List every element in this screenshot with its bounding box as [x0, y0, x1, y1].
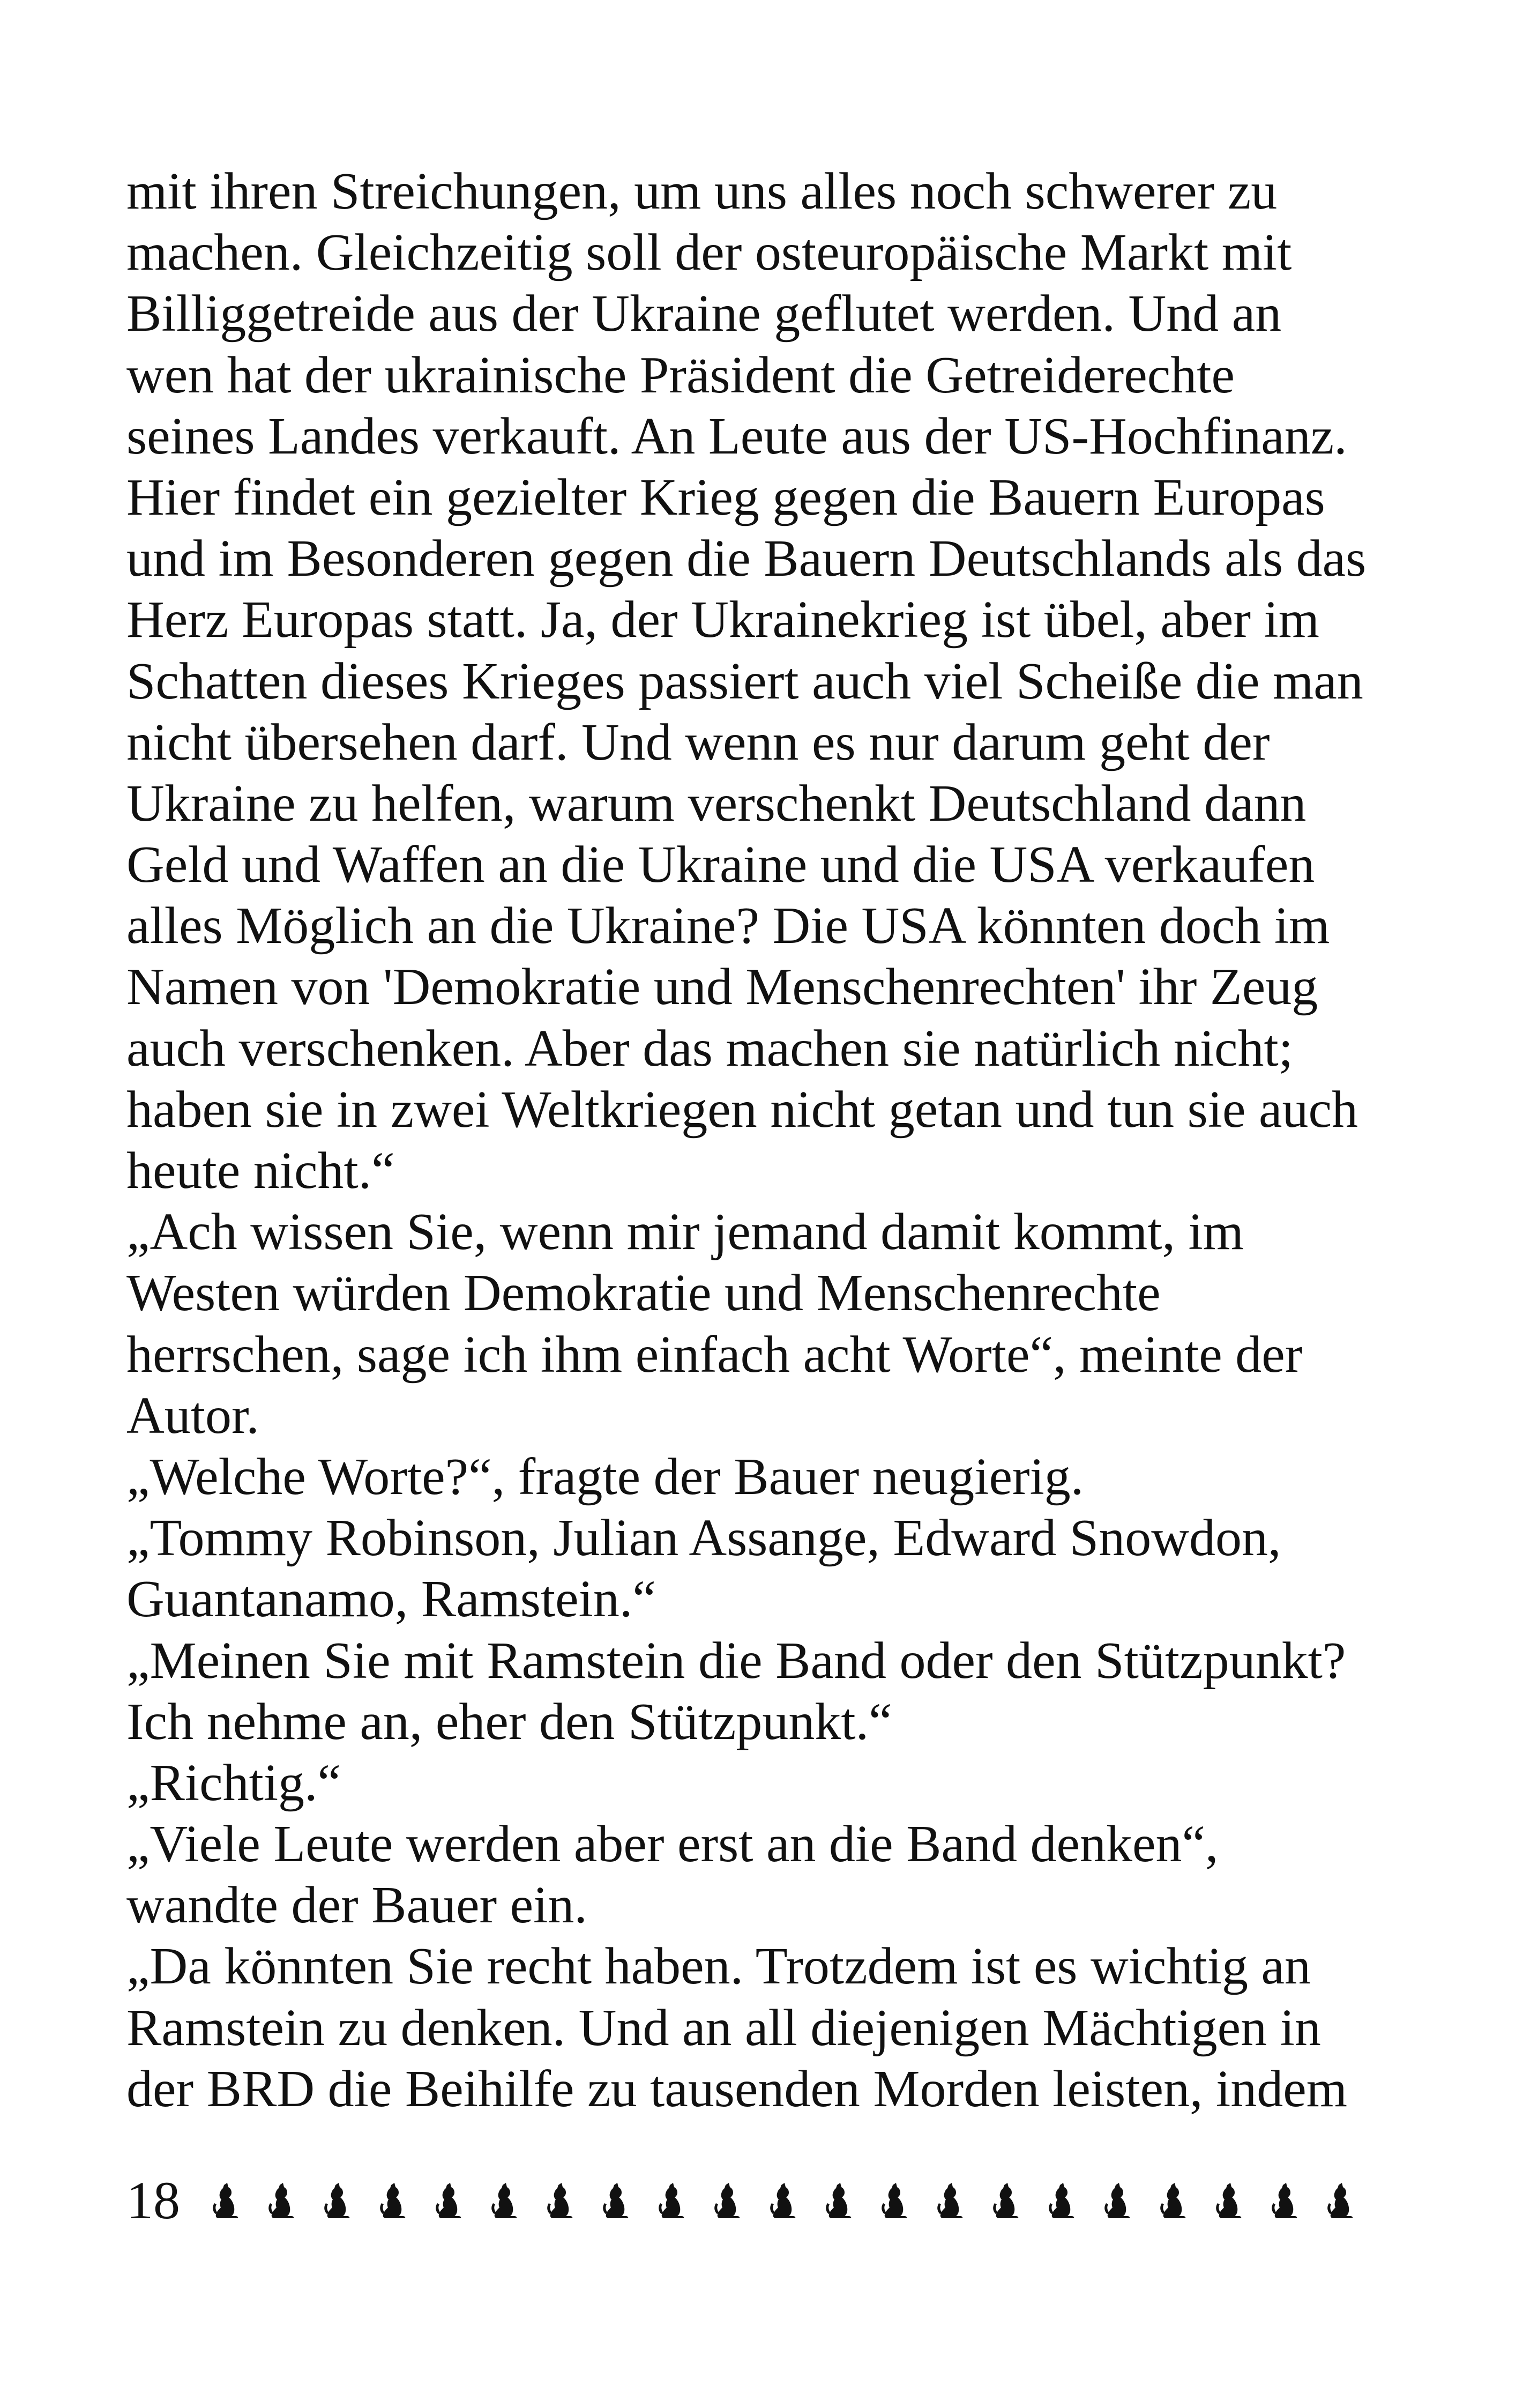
- ornament-row: [208, 2182, 1378, 2219]
- body-text: [126, 161, 1413, 2120]
- text-line: „Meinen Sie mit Ramstein die Band oder den Stützpunkt?: [126, 1631, 1346, 1690]
- text-line: Autor.: [126, 1386, 259, 1445]
- cat-silhouette-icon: [1323, 2182, 1378, 2219]
- cat-silhouette-icon: [654, 2182, 710, 2219]
- text-line: Herz Europas statt. Ja, der Ukrainekrieg ist übel, aber im: [126, 591, 1320, 649]
- cat-silhouette-icon: [1155, 2182, 1211, 2219]
- cat-silhouette-icon: [319, 2182, 375, 2219]
- text-line: machen. Gleichzeitig soll der osteuropäische Markt mit: [126, 224, 1292, 282]
- cat-silhouette-icon: [264, 2182, 319, 2219]
- page-number: 18: [126, 2171, 180, 2230]
- text-line: der BRD die Beihilfe zu tausenden Morden leisten, indem: [126, 2060, 1347, 2118]
- cat-silhouette-icon: [988, 2182, 1044, 2219]
- text-line: Billiggetreide aus der Ukraine geflutet werden. Und an: [126, 285, 1282, 343]
- page-footer: [126, 2166, 1378, 2235]
- cat-silhouette-icon: [877, 2182, 932, 2219]
- cat-silhouette-icon: [598, 2182, 654, 2219]
- text-line: seines Landes verkauft. An Leute aus der US-Hochfinanz.: [126, 407, 1347, 465]
- text-line: mit ihren Streichungen, um uns alles noch schwerer zu: [126, 162, 1278, 220]
- text-line: Ramstein zu denken. Und an all diejenigen Mächtigen in: [126, 1998, 1321, 2057]
- text-line: wen hat der ukrainische Präsident die Getreiderechte: [126, 346, 1235, 404]
- cat-silhouette-icon: [1211, 2182, 1267, 2219]
- text-line: „Da könnten Sie recht haben. Trotzdem ist es wichtig an: [126, 1937, 1311, 1996]
- text-line: herrschen, sage ich ihm einfach acht Worte“, meinte der: [126, 1325, 1303, 1384]
- text-line: Guantanamo, Ramstein.“: [126, 1570, 656, 1629]
- text-line: alles Möglich an die Ukraine? Die USA könnten doch im: [126, 897, 1330, 955]
- text-line: Schatten dieses Krieges passiert auch viel Scheiße die man: [126, 652, 1363, 710]
- cat-silhouette-icon: [710, 2182, 765, 2219]
- cat-silhouette-icon: [765, 2182, 821, 2219]
- cat-silhouette-icon: [487, 2182, 542, 2219]
- cat-silhouette-icon: [1044, 2182, 1100, 2219]
- text-line: haben sie in zwei Weltkriegen nicht getan und tun sie auch: [126, 1080, 1358, 1139]
- cat-silhouette-icon: [431, 2182, 487, 2219]
- text-line: Geld und Waffen an die Ukraine und die USA verkaufen: [126, 836, 1315, 894]
- text-line: heute nicht.“: [126, 1142, 395, 1200]
- text-line: Westen würden Demokratie und Menschenrechte: [126, 1264, 1161, 1322]
- text-line: nicht übersehen darf. Und wenn es nur darum geht der: [126, 713, 1270, 771]
- cat-silhouette-icon: [932, 2182, 988, 2219]
- text-line: „Richtig.“: [126, 1753, 341, 1812]
- text-line: Namen von 'Demokratie und Menschenrechten' ihr Zeug: [126, 958, 1318, 1016]
- text-line: Ich nehme an, eher den Stützpunkt.“: [126, 1692, 892, 1751]
- text-line: „Ach wissen Sie, wenn mir jemand damit kommt, im: [126, 1203, 1244, 1261]
- text-line: Ukraine zu helfen, warum verschenkt Deutschland dann: [126, 774, 1307, 833]
- cat-silhouette-icon: [821, 2182, 877, 2219]
- text-line: „Welche Worte?“, fragte der Bauer neugierig.: [126, 1447, 1084, 1506]
- cat-silhouette-icon: [542, 2182, 598, 2219]
- text-line: auch verschenken. Aber das machen sie natürlich nicht;: [126, 1019, 1293, 1077]
- cat-silhouette-icon: [375, 2182, 431, 2219]
- cat-silhouette-icon: [1267, 2182, 1323, 2219]
- text-line: wandte der Bauer ein.: [126, 1876, 587, 1935]
- cat-silhouette-icon: [1100, 2182, 1155, 2219]
- text-line: Hier findet ein gezielter Krieg gegen die Bauern Europas: [126, 468, 1325, 526]
- text-line: „Tommy Robinson, Julian Assange, Edward Snowdon,: [126, 1509, 1281, 1567]
- cat-silhouette-icon: [208, 2182, 264, 2219]
- text-line: „Viele Leute werden aber erst an die Band denken“,: [126, 1815, 1219, 1874]
- text-line: und im Besonderen gegen die Bauern Deutschlands als das: [126, 530, 1367, 588]
